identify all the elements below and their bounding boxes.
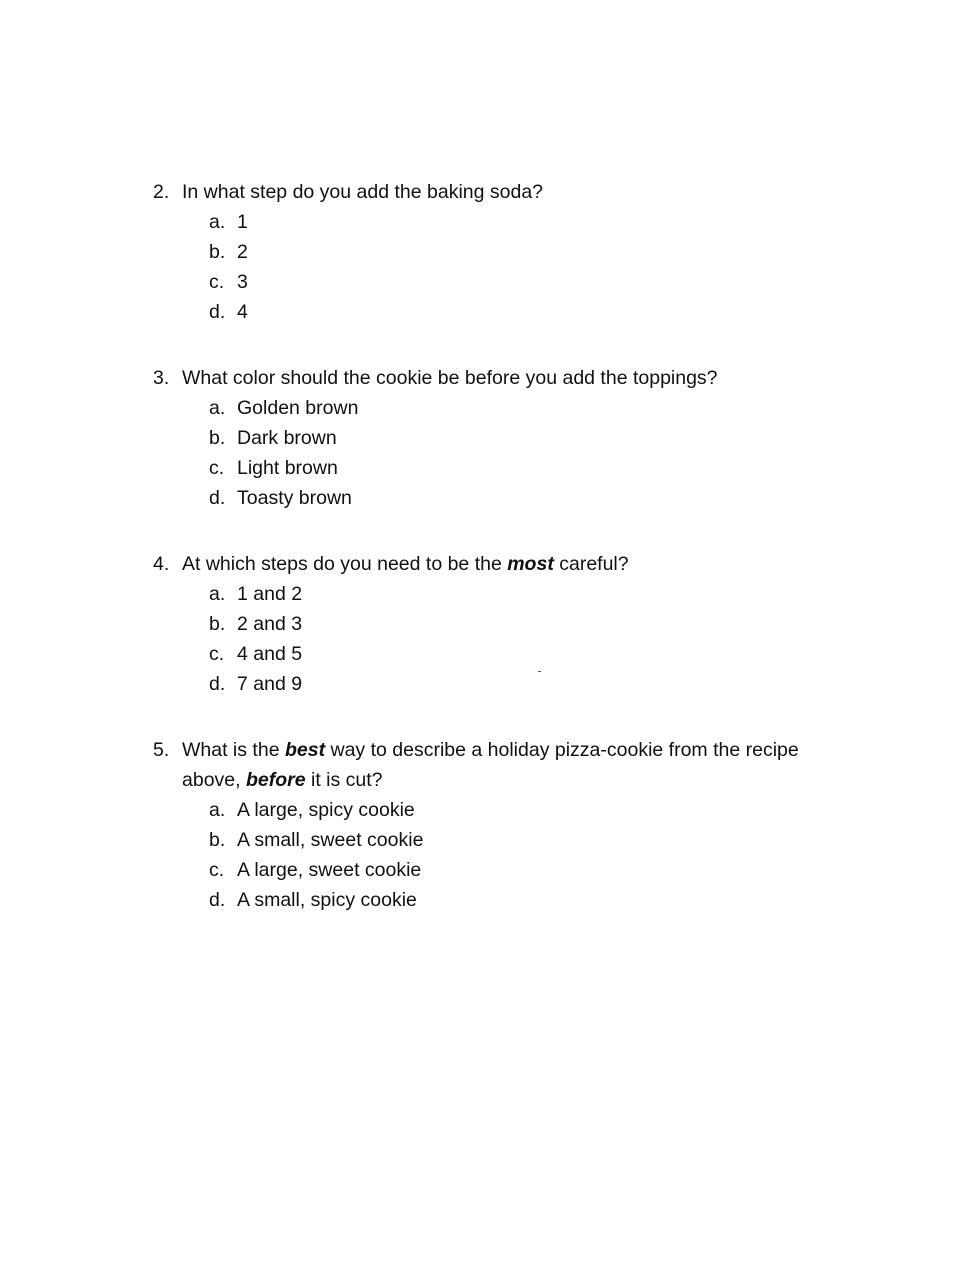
question-text [182,735,833,765]
question-text: In what step do you add the baking soda? [182,181,544,203]
option-text: 1 and 2 [237,583,303,605]
option-letter: c. [209,457,225,479]
question-3 [153,363,833,513]
question-5-prompt-continued [153,765,833,795]
option-letter: b. [209,829,226,851]
emphasis-word: most [507,553,554,575]
answer-option-b[interactable] [153,423,833,453]
option-letter: a. [209,211,226,233]
question-3-prompt [153,363,833,393]
answer-options [153,795,833,915]
option-letter: d. [209,487,226,509]
answer-options [153,207,833,327]
option-text: Toasty brown [237,487,352,509]
question-2-prompt [153,177,833,207]
question-4 [153,549,833,699]
option-text: 2 [237,241,248,263]
option-text: 4 [237,301,248,323]
question-text-end: careful? [553,553,629,575]
option-text: A small, spicy cookie [237,889,417,911]
option-letter: a. [209,397,226,419]
answer-option-a[interactable] [153,795,833,825]
answer-option-a[interactable] [153,579,833,609]
answer-option-c[interactable] [153,855,833,885]
option-letter: b. [209,613,226,635]
option-text: A large, sweet cookie [237,859,422,881]
question-number: 3. [153,367,170,389]
question-text-part1: What is the [182,739,285,761]
answer-option-c[interactable] [153,267,833,297]
question-number: 2. [153,181,170,203]
option-text: 1 [237,211,248,233]
option-letter: c. [209,859,225,881]
answer-option-b[interactable] [153,237,833,267]
option-letter: d. [209,301,226,323]
option-letter: c. [209,271,225,293]
option-letter: d. [209,889,226,911]
question-5 [153,735,833,915]
option-text: 3 [237,271,248,293]
question-text-part2: way to describe a holiday pizza-cookie from the recipe [325,739,799,761]
option-text: Light brown [237,457,338,479]
option-text: 7 and 9 [237,673,303,695]
option-text: 2 and 3 [237,613,303,635]
question-4-prompt [153,549,833,579]
option-letter: a. [209,799,226,821]
answer-option-b[interactable] [153,825,833,855]
question-5-prompt [153,735,833,765]
option-text: Dark brown [237,427,337,449]
option-text: Golden brown [237,397,359,419]
answer-option-a[interactable] [153,393,833,423]
answer-option-d[interactable] [153,297,833,327]
answer-options [153,393,833,513]
answer-option-d[interactable] [153,483,833,513]
question-text-part4: it is cut? [305,769,383,791]
emphasis-word-best: best [284,739,326,761]
option-text: A small, sweet cookie [237,829,424,851]
option-letter: a. [209,583,226,605]
answer-option-d[interactable] [153,669,833,699]
question-text-start: At which steps do you need to be the [182,553,508,575]
option-letter: d. [209,673,226,695]
answer-options [153,579,833,699]
answer-option-d[interactable] [153,885,833,915]
question-text: What color should the cookie be before you add the toppings? [182,367,718,389]
answer-option-b[interactable] [153,609,833,639]
question-number: 5. [153,739,170,761]
option-letter: b. [209,241,226,263]
option-letter: b. [209,427,226,449]
emphasis-word-before: before [245,769,306,791]
question-text [182,549,833,579]
option-text: 4 and 5 [237,643,303,665]
answer-option-a[interactable] [153,207,833,237]
option-letter: c. [209,643,225,665]
answer-option-c[interactable] [153,453,833,483]
stray-mark [538,671,541,672]
question-number: 4. [153,553,170,575]
option-text: A large, spicy cookie [237,799,415,821]
question-text-part3: above, [182,769,246,791]
answer-option-c[interactable] [153,639,833,669]
question-2 [153,177,833,327]
